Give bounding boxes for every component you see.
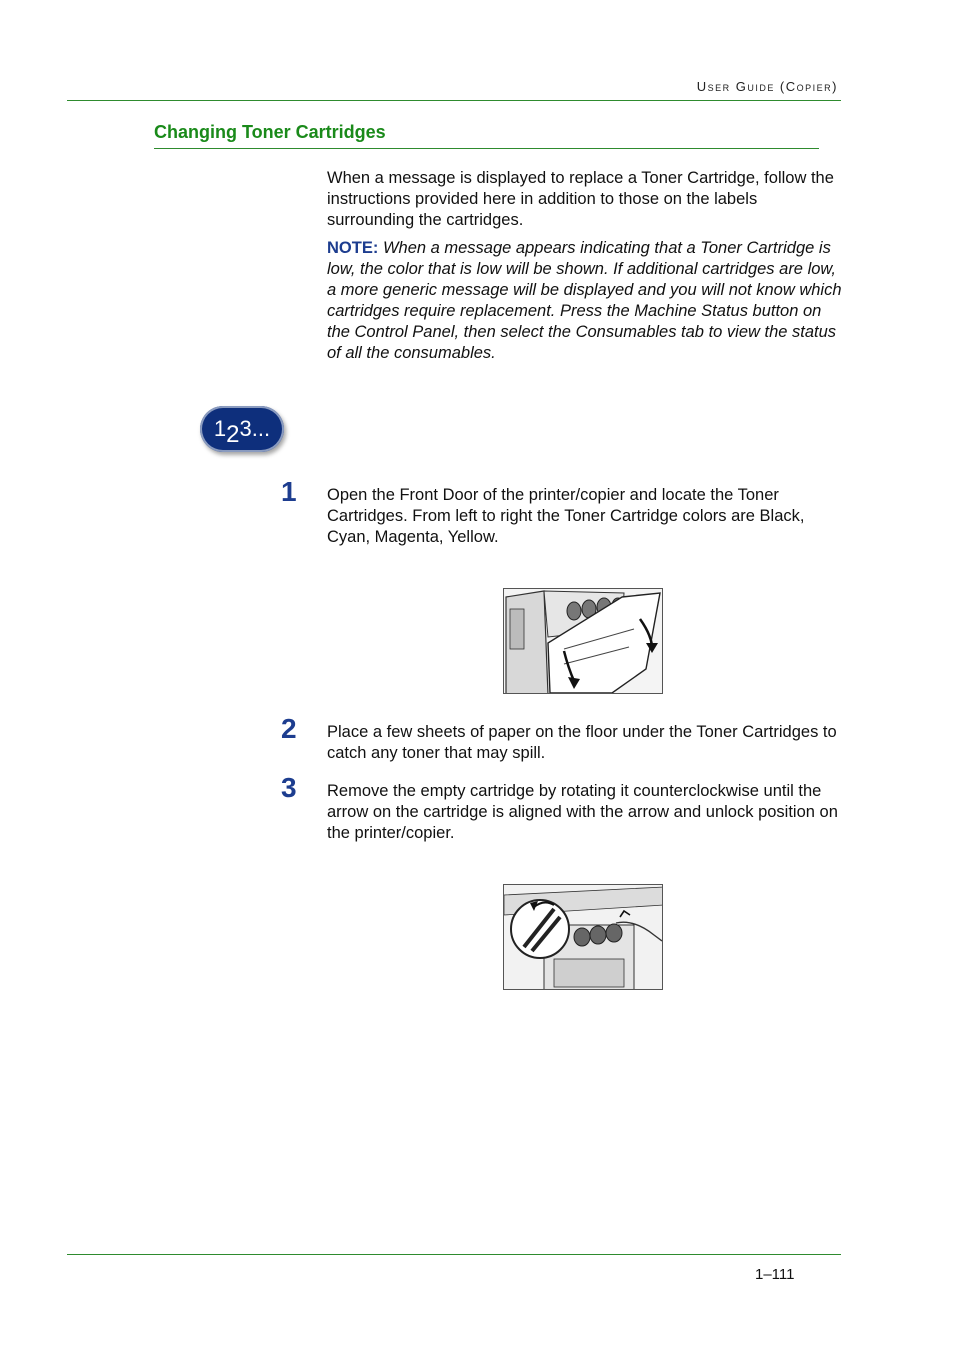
step-text-3: Remove the empty cartridge by rotating it counterclockwise until the arrow on the cartridge is aligned with the arrow and unlock position on the printer/copier. [327,782,838,842]
intro-paragraph: When a message is displayed to replace a Toner Cartridge, follow the instructions provided here in addition to those on the labels surrounding the cartridges. [327,169,834,229]
cartridge-rotate-image [504,885,663,990]
footer-rule [67,1254,841,1255]
note-label: NOTE: [327,239,379,257]
cartridge-removal-illustration [503,884,663,990]
step-number-2: 2 [281,713,297,744]
header-rule [67,100,841,101]
step-number-3: 3 [281,772,297,803]
step-text-2: Place a few sheets of paper on the floor under the Toner Cartridges to catch any toner that may spill. [327,723,837,762]
page-number: 1–111 [755,1266,795,1283]
procedure-digit-3: 3... [239,416,271,441]
note-paragraph [327,238,842,364]
running-header: User Guide (Copier) [696,79,838,94]
front-door-illustration [503,588,663,694]
note-text: When a message appears indicating that a Toner Cartridge is low, the color that is low will be shown. If additional cartridges are low, a more generic message will be displayed and you will not know which cartridges require replacement. Press the Machine Status button on the Control Panel, then select the Consumables tab to view the status of all the consumables. [327,239,842,362]
step-text-1: Open the Front Door of the printer/copier and locate the Toner Cartridges. From left to right the Toner Cartridge colors are Black, Cyan, Magenta, Yellow. [327,486,805,546]
printer-door-open-image [504,589,663,694]
procedure-digit-2: 2 [226,421,240,448]
procedure-icon [200,406,284,452]
title-rule [154,148,819,149]
procedure-digit-1: 1 [213,416,227,441]
section-title: Changing Toner Cartridges [154,122,386,142]
step-number-1: 1 [281,476,297,507]
